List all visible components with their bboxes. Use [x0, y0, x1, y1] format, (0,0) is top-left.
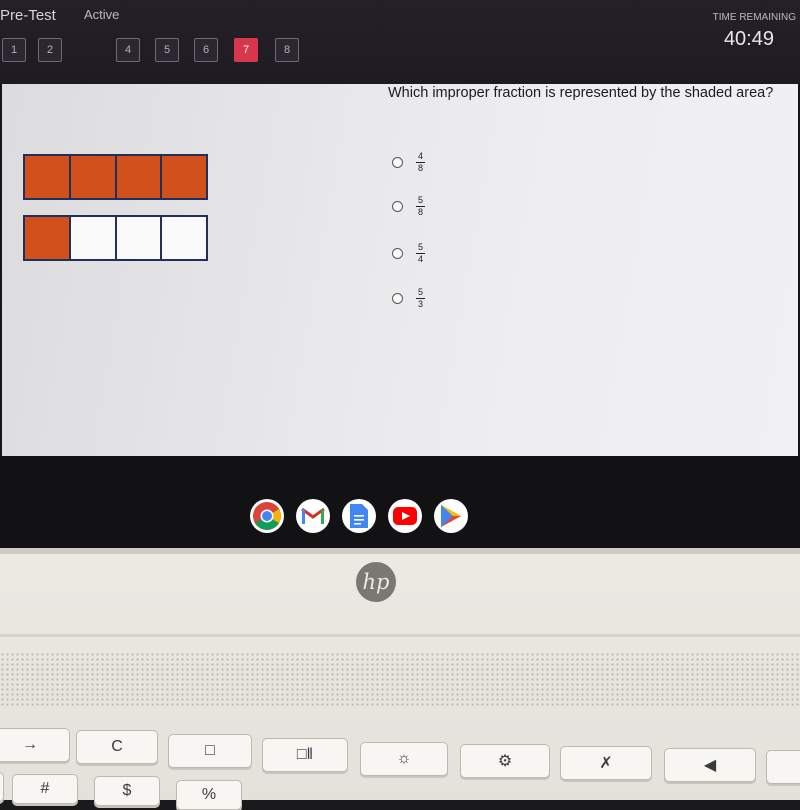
fullscreen-icon: □ [205, 742, 215, 759]
mute-icon: ✗ [599, 755, 613, 772]
key-row2-edge[interactable] [0, 772, 4, 802]
question-text: Which improper fraction is represented by the shaded area? [388, 85, 774, 101]
fraction-strip-partial [23, 215, 208, 261]
key-percent[interactable]: % [176, 780, 242, 810]
key-brightness-up[interactable] [460, 744, 550, 778]
empty-cell [117, 217, 163, 259]
key-brightness-down[interactable] [360, 742, 448, 776]
radio-button[interactable] [392, 157, 403, 168]
key-volume-down[interactable] [664, 748, 756, 782]
laptop-body [0, 548, 800, 803]
denominator: 8 [417, 163, 423, 173]
timer: 40:49 [723, 28, 774, 50]
brightness-up-icon: ⚙ [497, 753, 513, 770]
denominator: 3 [417, 299, 423, 309]
deck-seam [0, 634, 800, 637]
numerator: 5 [417, 242, 423, 252]
shaded-cell [117, 156, 163, 198]
fraction-label [416, 152, 425, 173]
question-nav-5[interactable]: 5 [155, 38, 179, 62]
test-title: Pre-Test [0, 7, 56, 24]
volume-down-icon: ◀ [703, 757, 717, 774]
key-volume-up[interactable] [766, 750, 800, 784]
key-dollar[interactable]: $ [94, 776, 160, 806]
question-nav-2[interactable]: 2 [38, 38, 62, 62]
question-nav-1[interactable]: 1 [2, 38, 26, 62]
speaker-grille [0, 652, 800, 708]
app-shelf [250, 497, 510, 535]
gmail-icon[interactable] [296, 499, 330, 533]
shaded-cell [25, 217, 71, 259]
key-fullscreen[interactable] [168, 734, 252, 768]
test-header [0, 0, 800, 84]
timer-label: TIME REMAINING [712, 12, 796, 23]
denominator: 4 [417, 254, 423, 264]
question-nav-4[interactable]: 4 [116, 38, 140, 62]
fraction-label [416, 288, 425, 309]
question-nav-7[interactable]: 7 [234, 38, 258, 62]
brightness-down-icon: ☼ [396, 750, 412, 767]
hp-logo: hp [356, 562, 396, 602]
key-refresh[interactable]: C [76, 730, 158, 764]
question-panel [2, 84, 798, 456]
key-forward[interactable]: → [0, 728, 70, 762]
shaded-cell [71, 156, 117, 198]
empty-cell [71, 217, 117, 259]
key-overview[interactable] [262, 738, 348, 772]
radio-button[interactable] [392, 248, 403, 259]
chrome-icon[interactable] [250, 499, 284, 533]
shaded-cell [25, 156, 71, 198]
question-nav-8[interactable]: 8 [275, 38, 299, 62]
shaded-cell [162, 156, 206, 198]
fraction-strip-full [23, 154, 208, 200]
key-mute[interactable] [560, 746, 652, 780]
radio-button[interactable] [392, 201, 403, 212]
hinge [0, 548, 800, 554]
play-store-icon[interactable] [434, 499, 468, 533]
answer-choice-d[interactable] [392, 288, 425, 309]
numerator: 4 [417, 151, 423, 161]
numerator: 5 [417, 287, 423, 297]
key-hash[interactable]: # [12, 774, 78, 804]
youtube-icon[interactable] [388, 499, 422, 533]
docs-icon[interactable] [342, 499, 376, 533]
answer-choice-a[interactable] [392, 152, 425, 173]
fraction-label [416, 243, 425, 264]
fraction-label [416, 196, 425, 217]
answer-choice-c[interactable] [392, 243, 425, 264]
overview-icon: □‖ [296, 746, 314, 763]
radio-button[interactable] [392, 293, 403, 304]
answer-choice-b[interactable] [392, 196, 425, 217]
empty-cell [162, 217, 206, 259]
question-nav-6[interactable]: 6 [194, 38, 218, 62]
numerator: 5 [417, 195, 423, 205]
test-status: Active [84, 7, 120, 22]
denominator: 8 [417, 207, 423, 217]
